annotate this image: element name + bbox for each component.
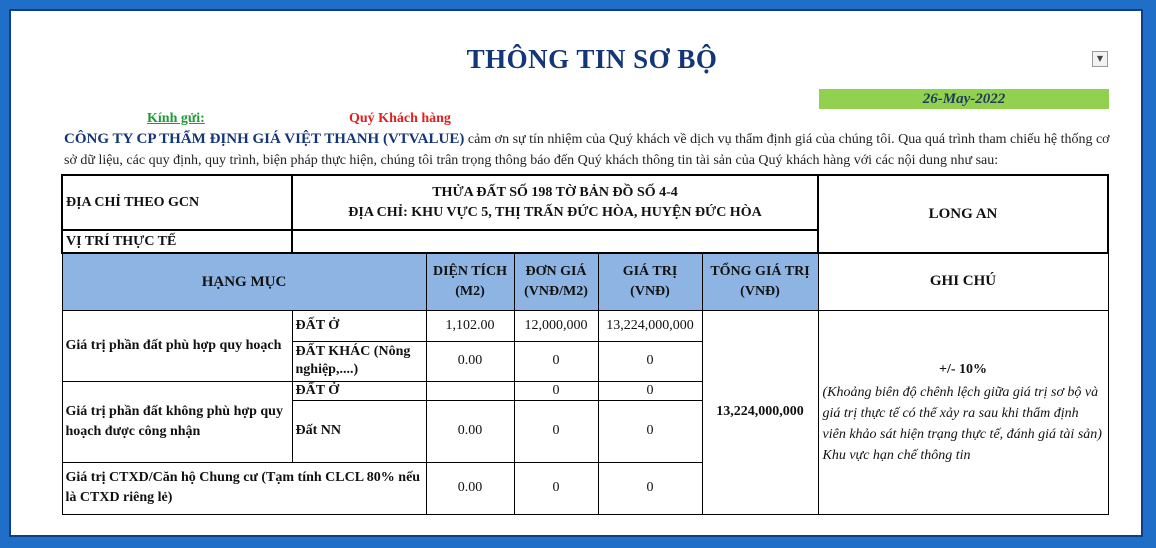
row4-value: 0 — [598, 400, 702, 462]
row1-unit-price: 12,000,000 — [514, 310, 598, 341]
sheet — [9, 9, 1143, 537]
company-name: CÔNG TY CP THẨM ĐỊNH GIÁ VIỆT THANH (VTVALUE) — [64, 131, 465, 147]
row5-value: 0 — [598, 462, 702, 514]
header-value: GIÁ TRỊ (VNĐ) — [598, 253, 702, 310]
label-address-gcn: ĐỊA CHỈ THEO GCN — [62, 175, 292, 230]
date-cell: 26-May-2022 — [819, 89, 1109, 109]
row5-unit-price: 0 — [514, 462, 598, 514]
row3-value: 0 — [598, 381, 702, 400]
row2-value: 0 — [598, 341, 702, 381]
chevron-down-icon: ▼ — [1096, 54, 1104, 63]
header-unit-price: ĐƠN GIÁ (VNĐ/M2) — [514, 253, 598, 310]
address-line-1: THỬA ĐẤT SỐ 198 TỜ BẢN ĐỒ SỐ 4-4 — [432, 184, 678, 200]
actual-location-value — [292, 230, 818, 253]
province-cell: LONG AN — [818, 175, 1108, 253]
group-construction: Giá trị CTXD/Căn hộ Chung cư (Tạm tính CLCL 80% nếu là CTXD riêng lẻ) — [62, 462, 426, 514]
recipient-name: Quý Khách hàng — [349, 111, 451, 126]
note-percent: +/- 10% — [938, 361, 988, 377]
row4-area: 0.00 — [426, 400, 514, 462]
row3-type: ĐẤT Ở — [292, 381, 426, 400]
group-land-unplanned: Giá trị phần đất không phù hợp quy hoạch được công nhận — [62, 381, 292, 462]
row2-type: ĐẤT KHÁC (Nông nghiệp,....) — [292, 341, 426, 381]
info-table — [61, 174, 1109, 515]
label-actual-location: VỊ TRÍ THỰC TẾ — [62, 230, 292, 253]
row3-unit-price: 0 — [514, 381, 598, 400]
row1-area: 1,102.00 — [426, 310, 514, 341]
row1-value: 13,224,000,000 — [598, 310, 702, 341]
header-category: HẠNG MỤC — [62, 253, 426, 310]
address-line-2: ĐỊA CHỈ: KHU VỰC 5, THỊ TRẤN ĐỨC HÒA, HUYỆN ĐỨC HÒA — [348, 204, 762, 220]
row4-type: Đất NN — [292, 400, 426, 462]
note-cell — [818, 310, 1108, 514]
total-value: 13,224,000,000 — [702, 310, 818, 514]
row2-unit-price: 0 — [514, 341, 598, 381]
note-extra: Khu vực hạn chế thông tin — [822, 447, 971, 463]
row3-area — [426, 381, 514, 400]
header-total: TỔNG GIÁ TRỊ (VNĐ) — [702, 253, 818, 310]
address-value — [292, 175, 818, 230]
row2-area: 0.00 — [426, 341, 514, 381]
greeting-label: Kính gửi: — [147, 111, 205, 126]
intro-paragraph — [64, 129, 1124, 171]
row5-area: 0.00 — [426, 462, 514, 514]
note-detail: (Khoảng biên độ chênh lệch giữa giá trị sơ bộ và giá trị thực tế có thể xảy ra sau khi thẩm định viên khảo sát hiện trạng thực tế, đánh giá tài sản) — [822, 384, 1102, 442]
row4-unit-price: 0 — [514, 400, 598, 462]
page-title: THÔNG TIN SƠ BỘ — [466, 44, 718, 74]
header-area: DIỆN TÍCH (M2) — [426, 253, 514, 310]
intro-text: cảm ơn sự tín nhiệm của Quý khách về dịch vụ thẩm định giá của chúng tôi. Qua quá trình tham chiếu hệ thống cơ sở dữ liệu, các quy định, quy trình, biện pháp thực hiện, chúng tôi trân trọng thông báo đến Quý khách thông tin tài sản của Quý khách hàng với các nội dung như sau: — [64, 132, 1110, 168]
row1-type: ĐẤT Ở — [292, 310, 426, 341]
group-land-planned: Giá trị phần đất phù hợp quy hoạch — [62, 310, 292, 381]
header-note: GHI CHÚ — [818, 253, 1108, 310]
dropdown-button[interactable] — [1092, 51, 1108, 67]
